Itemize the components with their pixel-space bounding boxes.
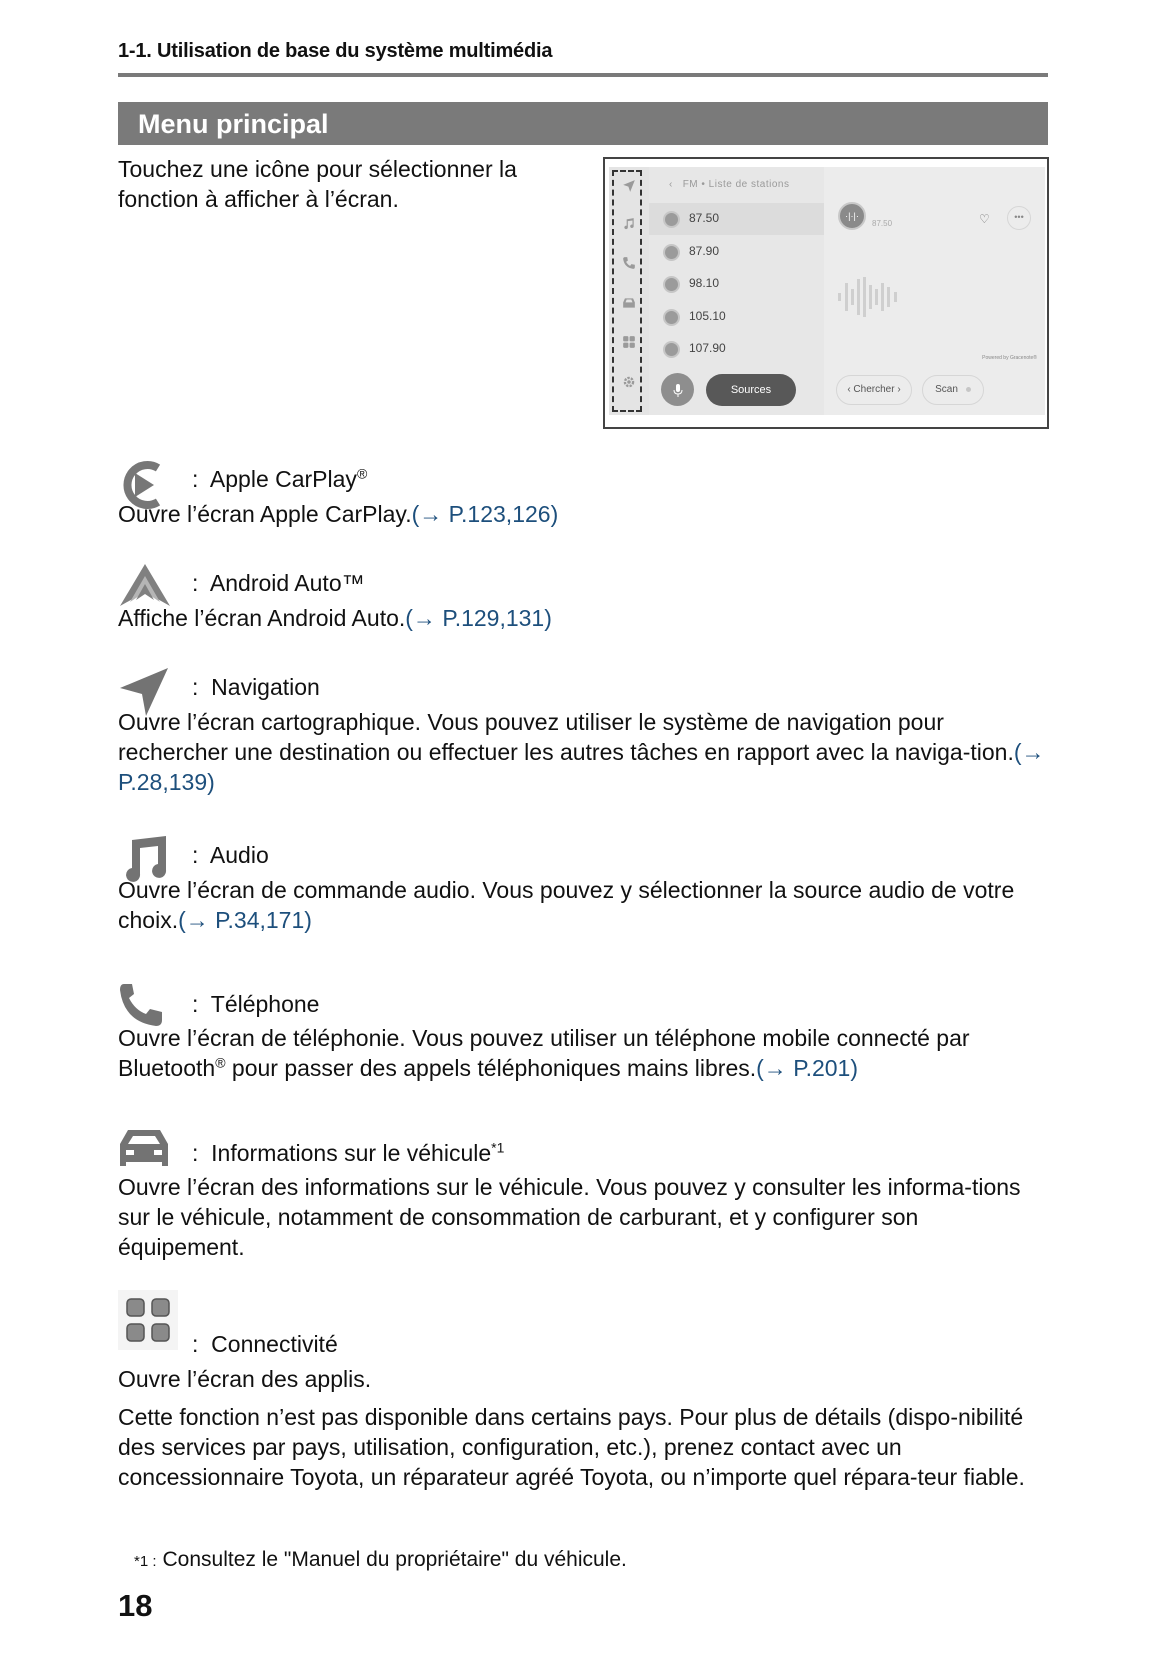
favorite-heart-icon[interactable]: ♡ xyxy=(979,212,990,226)
settings-icon[interactable] xyxy=(621,375,637,391)
microphone-icon xyxy=(673,384,683,398)
station-logo-icon xyxy=(663,244,680,261)
section-title: Menu principal xyxy=(138,109,329,139)
apps-icon xyxy=(118,1290,178,1350)
more-options-button[interactable]: ••• xyxy=(1007,206,1031,230)
apps-icon[interactable] xyxy=(621,335,637,351)
entry-title: : Connectivité xyxy=(192,1331,338,1357)
intro-text: Touchez une icône pour sélectionner la fonction à afficher à l’écran. xyxy=(118,156,517,212)
entry-description: Ouvre l’écran des informations sur le véhicule. Vous pouvez y consulter les informa-tions sur le véhicule, notamment de consommation de carburant, et y configurer son équipement. xyxy=(118,1174,1021,1260)
entry-title: : Apple CarPlay® xyxy=(192,465,368,492)
scan-indicator-icon xyxy=(966,387,971,392)
station-frequency: 98.10 xyxy=(689,276,720,290)
station-frequency: 105.10 xyxy=(689,309,726,323)
station-logo-icon xyxy=(663,341,680,358)
navigation-icon[interactable] xyxy=(621,179,637,195)
music-icon[interactable] xyxy=(621,217,637,233)
powered-by-label: Powered by Gracenote® xyxy=(982,355,1037,361)
station-item[interactable] xyxy=(649,268,824,300)
footnote-mark: *1 : xyxy=(134,1553,157,1570)
station-frequency: 87.90 xyxy=(689,244,720,258)
now-playing-frequency: 87.50 xyxy=(872,219,893,228)
car-icon[interactable] xyxy=(621,296,637,312)
entry-title: : Navigation xyxy=(192,674,320,700)
sources-button[interactable]: Sources xyxy=(706,374,796,406)
entry-description: Ouvre l’écran de téléphonie. Vous pouvez utiliser un téléphone mobile connecté par Bluetooth® pour passer des appels téléphoniques mains libres.(→ P.201) xyxy=(118,1025,970,1081)
entry-title: : Audio xyxy=(192,842,269,868)
page-number: 18 xyxy=(118,1588,153,1623)
page-reference-link[interactable]: (→ P.34,171) xyxy=(178,907,312,933)
page-reference-link[interactable]: (→ P.129,131) xyxy=(405,605,552,631)
head-unit-screenshot xyxy=(603,157,1049,429)
station-item[interactable] xyxy=(649,203,824,235)
station-logo-icon xyxy=(663,276,680,293)
station-item[interactable] xyxy=(649,236,824,268)
page-reference-link[interactable]: (→ P.123,126) xyxy=(411,501,559,527)
entry-description: Ouvre l’écran des applis. xyxy=(118,1366,372,1392)
station-item[interactable] xyxy=(649,333,824,365)
phone-icon[interactable] xyxy=(621,256,637,272)
station-frequency: 107.90 xyxy=(689,341,726,355)
entry-description: Ouvre l’écran cartographique. Vous pouvez utiliser le système de navigation pour rechercher une destination ou effectuer les autres tâches en rapport avec la naviga-tion.(→ P.28,139) xyxy=(118,709,1045,795)
scan-button[interactable] xyxy=(922,375,984,405)
voice-button[interactable] xyxy=(661,373,694,406)
now-playing-logo-icon: ·|·|· xyxy=(838,202,866,230)
station-item[interactable] xyxy=(649,301,824,333)
entry-description: Ouvre l’écran de commande audio. Vous pouvez y sélectionner la source audio de votre choix.(→ P.34,171) xyxy=(118,877,1015,933)
waveform-graphic xyxy=(838,277,908,317)
scan-label: Scan xyxy=(935,384,958,395)
entry-title: : Téléphone xyxy=(192,991,320,1017)
section-title-bar xyxy=(118,102,1048,145)
footnote xyxy=(134,1548,627,1572)
now-playing-panel xyxy=(824,167,1045,415)
station-logo-icon xyxy=(663,211,680,228)
footnote-text: Consultez le "Manuel du propriétaire" du véhicule. xyxy=(162,1548,627,1571)
station-list xyxy=(649,167,824,415)
back-chevron-icon[interactable]: ‹ xyxy=(669,179,673,190)
entry-description: Affiche l’écran Android Auto.(→ P.129,131) xyxy=(118,605,552,631)
entry-title: : Informations sur le véhicule$^{*1}$ xyxy=(192,1139,505,1166)
entry-note: Cette fonction n’est pas disponible dans certains pays. Pour plus de détails (dispo-nibilité des services par pays, utilisation, configuration, etc.), prenez contact avec un concessionnaire Toyota, un réparateur agréé Toyota, ou n’importe quel répara-teur fiable. xyxy=(118,1404,1025,1490)
breadcrumb-label: FM • Liste de stations xyxy=(682,179,790,190)
page-reference-link[interactable]: (→ P.201) xyxy=(756,1055,858,1081)
main-menu-rail xyxy=(609,167,649,415)
header-rule xyxy=(118,73,1048,77)
radio-screen xyxy=(609,167,1045,415)
breadcrumb[interactable] xyxy=(669,179,789,190)
entry-description: Ouvre l’écran Apple CarPlay.(→ P.123,126) xyxy=(118,501,559,527)
search-seek-button[interactable]: ‹ Chercher › xyxy=(836,375,912,405)
running-head: 1-1. Utilisation de base du système multimédia xyxy=(118,40,553,62)
station-logo-icon xyxy=(663,309,680,326)
station-frequency: 87.50 xyxy=(689,211,720,225)
page-reference-link[interactable]: (→ P.28,139) xyxy=(118,739,1045,795)
entry-title: : Android Auto™ xyxy=(192,570,365,596)
